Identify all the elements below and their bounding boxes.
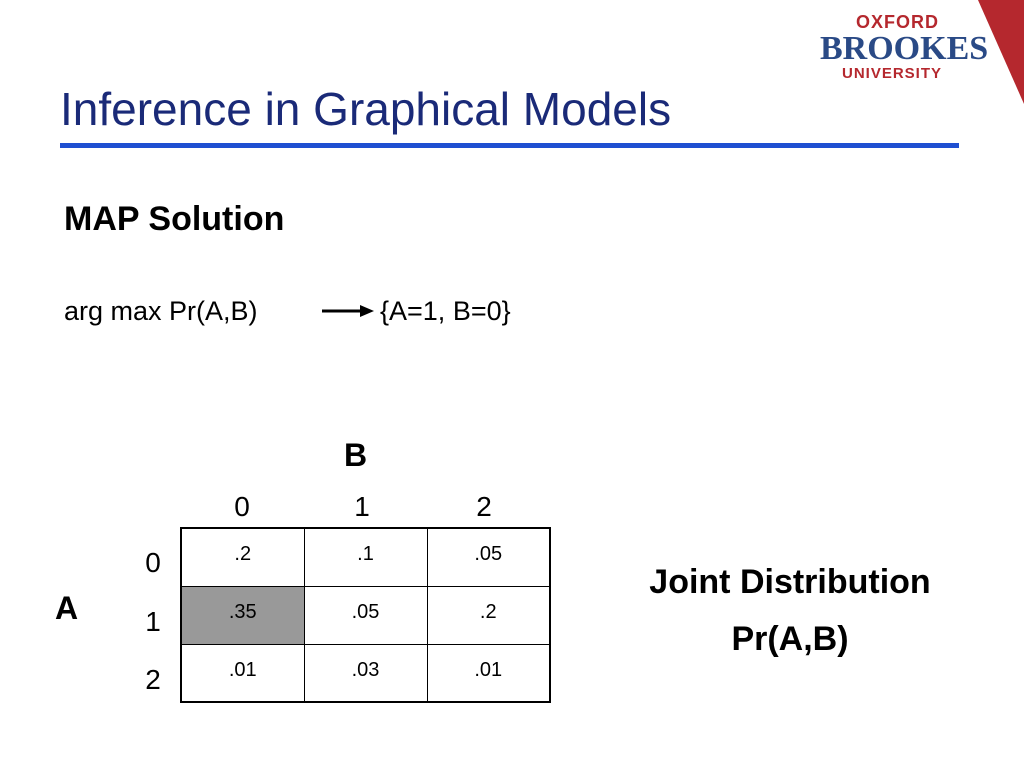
distribution-notation: Pr(A,B) — [731, 620, 849, 658]
logo-triangle-icon — [978, 0, 1024, 104]
table-cell-highlighted: .35 — [181, 586, 304, 644]
table-cell: .1 — [304, 528, 427, 586]
logo-brookes-text: BROOKES — [820, 30, 989, 67]
table-row — [181, 586, 550, 644]
distribution-caption: Joint Distribution — [649, 563, 931, 601]
table-cell: .2 — [427, 586, 550, 644]
table-cell: .03 — [304, 644, 427, 702]
joint-distribution-table — [180, 527, 551, 703]
formula-result: {A=1, B=0} — [380, 296, 511, 326]
slide-title: Inference in Graphical Models — [60, 83, 672, 135]
section-heading: MAP Solution — [64, 200, 285, 238]
column-label: 1 — [354, 491, 370, 522]
row-label: 0 — [145, 547, 161, 578]
table-row — [181, 644, 550, 702]
row-label: 2 — [145, 664, 161, 695]
table-cell: .01 — [181, 644, 304, 702]
row-variable-label: A — [55, 590, 79, 626]
table-row — [181, 528, 550, 586]
right-arrow-icon — [322, 303, 374, 319]
logo-oxford-text: OXFORD — [856, 12, 940, 32]
table-cell: .01 — [427, 644, 550, 702]
table-cell: .05 — [304, 586, 427, 644]
table-cell: .05 — [427, 528, 550, 586]
formula-expression: arg max Pr(A,B) — [64, 296, 258, 326]
title-underline — [60, 143, 959, 148]
column-label: 2 — [476, 491, 492, 522]
logo-university-text: UNIVERSITY — [842, 65, 943, 82]
university-logo — [820, 12, 1024, 102]
column-variable-label: B — [344, 437, 368, 473]
table-cell: .2 — [181, 528, 304, 586]
row-label: 1 — [145, 606, 161, 637]
column-label: 0 — [234, 491, 250, 522]
